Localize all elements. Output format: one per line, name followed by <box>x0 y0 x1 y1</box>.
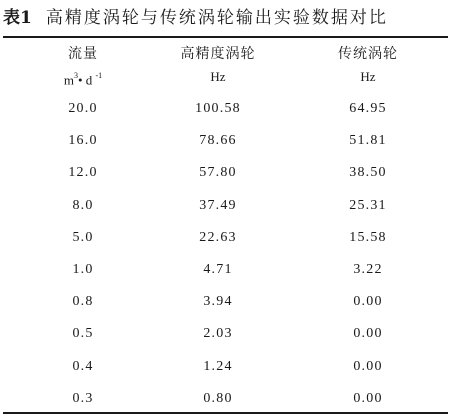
cell-flow: 12.0 <box>68 165 98 181</box>
table-title: 高精度涡轮与传统涡轮输出实验数据对比 <box>45 8 388 28</box>
cell-traditional: 51.81 <box>349 133 387 149</box>
cell-flow: 0.3 <box>72 390 94 406</box>
cell-flow: 1.0 <box>72 262 94 277</box>
table-row <box>3 389 448 409</box>
cell-high-precision: 37.49 <box>199 197 237 213</box>
table-row <box>3 260 448 280</box>
unit-flow: $m^3•$ d $^{-1}$ <box>63 71 103 88</box>
table-row <box>3 196 448 216</box>
table-row <box>3 228 448 248</box>
table-row <box>3 131 448 151</box>
table-number: 表1 <box>3 8 32 28</box>
cell-high-precision: 3.94 <box>203 294 233 310</box>
cell-traditional: 25.31 <box>349 197 387 213</box>
cell-flow: 0.5 <box>72 326 94 342</box>
cell-flow: 20.0 <box>68 101 98 116</box>
table-row <box>3 292 448 312</box>
table-top-rule <box>3 36 448 38</box>
cell-high-precision: 78.66 <box>199 133 237 149</box>
cell-traditional: 38.50 <box>349 165 387 181</box>
cell-high-precision: 100.58 <box>195 101 241 116</box>
cell-flow: 16.0 <box>68 133 98 149</box>
cell-high-precision: 1.24 <box>203 358 233 374</box>
cell-traditional: 3.22 <box>353 262 383 277</box>
cell-traditional: 0.00 <box>353 390 383 406</box>
table-unit-row <box>3 66 448 88</box>
table-row <box>3 324 448 344</box>
table-row <box>3 163 448 183</box>
cell-traditional: 0.00 <box>353 358 383 374</box>
cell-traditional: 0.00 <box>353 326 383 342</box>
table-row <box>3 99 448 119</box>
cell-traditional: 15.58 <box>349 229 387 245</box>
cell-traditional: 0.00 <box>353 294 383 310</box>
header-flow: 流量 <box>68 46 98 62</box>
cell-flow: 5.0 <box>72 229 94 245</box>
cell-high-precision: 57.80 <box>199 165 237 181</box>
cell-high-precision: 22.63 <box>199 229 237 245</box>
cell-traditional: 64.95 <box>349 101 387 116</box>
cell-flow: 0.4 <box>72 358 94 374</box>
cell-high-precision: 2.03 <box>203 326 233 342</box>
table-bottom-rule <box>3 412 448 414</box>
header-high-precision-turbine: 高精度涡轮 <box>180 46 256 62</box>
unit-high-precision: Hz <box>210 69 226 84</box>
cell-high-precision: 4.71 <box>203 262 233 277</box>
cell-flow: 0.8 <box>72 294 94 310</box>
cell-high-precision: 0.80 <box>203 390 233 406</box>
header-traditional-turbine: 传统涡轮 <box>338 46 398 62</box>
cell-flow: 8.0 <box>72 197 94 213</box>
table-row <box>3 357 448 377</box>
table-header-row <box>3 43 448 65</box>
unit-traditional: Hz <box>360 69 376 84</box>
table-caption <box>3 5 388 31</box>
